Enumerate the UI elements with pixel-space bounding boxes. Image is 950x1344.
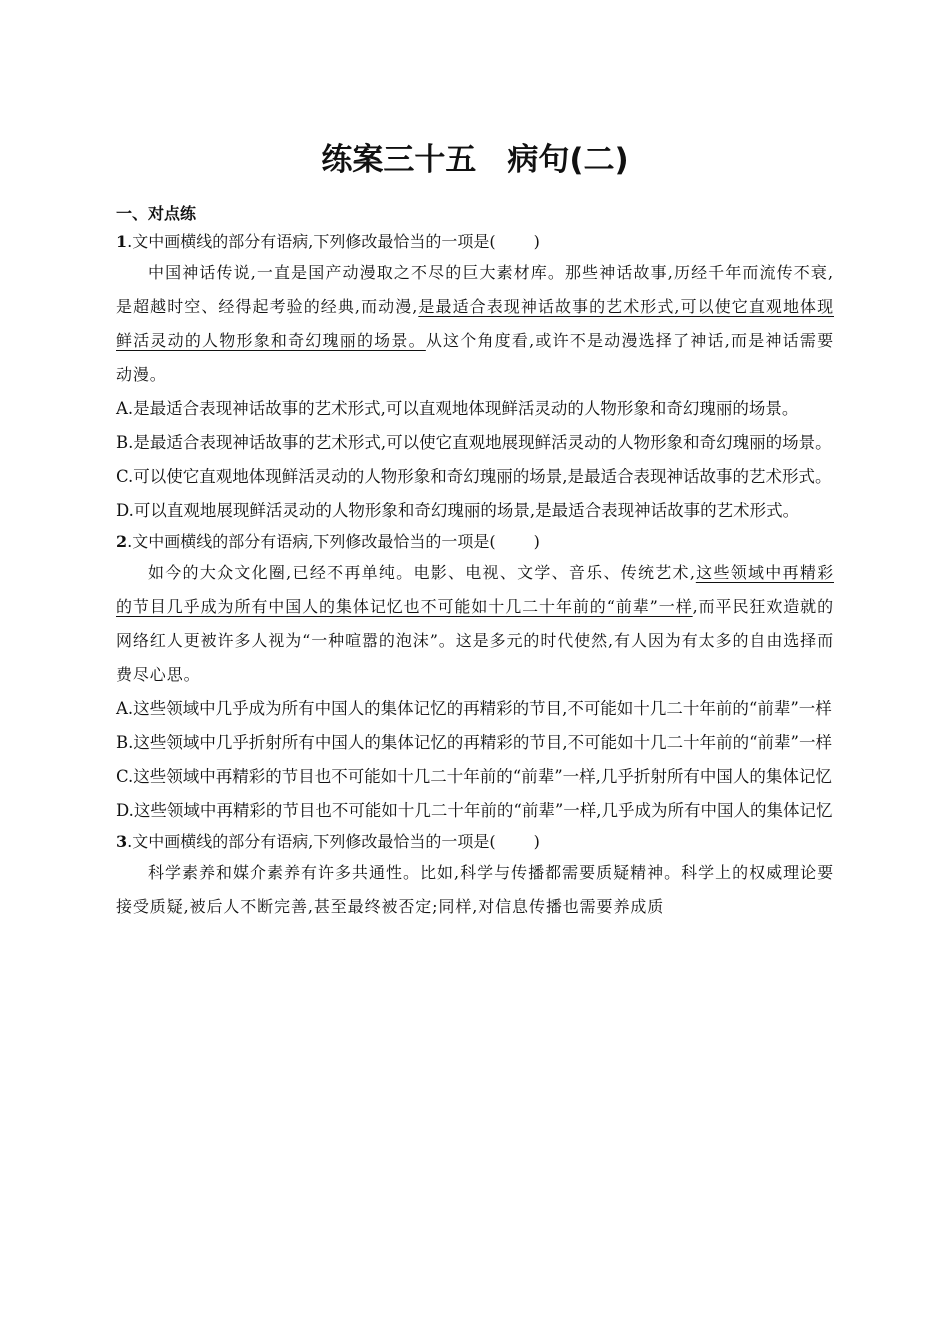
question-stem [116,828,834,856]
passage-text: ,而平民狂欢造就的网络红人更被许多人视为“一种喧嚣的泡沫”。这是多元的时代使然,有人因为有太多的自由选择而费尽心思。 [116,597,834,684]
passage-text: 从这个角度看,或许不是动漫选择了神话,而是神话需要动漫。 [116,331,834,384]
passage-text: 科学素养和媒介素养有许多共通性。比如,科学与传播都需要质疑精神。科学上的权威理论要接受质疑,被后人不断完善,甚至最终被否定;同样,对信息传播也需要养成质 [116,863,834,916]
section-heading: 一、对点练 [116,204,197,223]
passage-text: 如今的大众文化圈,已经不再单纯。电影、电视、文学、音乐、传统艺术, [148,563,696,582]
option-d[interactable]: D.这些领域中再精彩的节目也不可能如十几二十年前的“前辈”一样,几乎成为所有中国人的集体记忆 [116,801,833,820]
question-2 [116,528,834,828]
option-a[interactable]: A.这些领域中几乎成为所有中国人的集体记忆的再精彩的节目,不可能如十几二十年前的“前辈”一样 [116,699,832,718]
question-number: 3 [116,832,128,851]
option-b[interactable]: B.这些领域中几乎折射所有中国人的集体记忆的再精彩的节目,不可能如十几二十年前的“前辈”一样 [116,733,832,752]
question-3 [116,828,834,924]
underlined-text: 这些领域中再精彩的节目几乎成为所有中国人的集体记忆也不可能如十几二十年前的“前辈”一样 [116,563,834,616]
option-c[interactable]: C.这些领域中再精彩的节目也不可能如十几二十年前的“前辈”一样,几乎折射所有中国人的集体记忆 [116,767,832,786]
question-number: 1 [116,232,128,251]
underlined-text: 是最适合表现神话故事的艺术形式,可以使它直观地体现鲜活灵动的人物形象和奇幻瑰丽的场景。 [116,297,834,350]
question-stem [116,528,834,556]
question-1 [116,228,834,528]
question-prompt: .文中画横线的部分有语病,下列修改最恰当的一项是( [127,232,496,251]
option-a[interactable]: A.是最适合表现神话故事的艺术形式,可以直观地体现鲜活灵动的人物形象和奇幻瑰丽的场景。 [116,399,799,418]
option-c[interactable]: C.可以使它直观地体现鲜活灵动的人物形象和奇幻瑰丽的场景,是最适合表现神话故事的艺术形式。 [116,467,832,486]
passage-text: 中国神话传说,一直是国产动漫取之不尽的巨大素材库。那些神话故事,历经千年而流传不衰,是超越时空、经得起考验的经典,而动漫, [116,263,834,316]
question-stem [116,228,834,256]
option-d[interactable]: D.可以直观地展现鲜活灵动的人物形象和奇幻瑰丽的场景,是最适合表现神话故事的艺术形式。 [116,501,800,520]
option-b[interactable]: B.是最适合表现神话故事的艺术形式,可以使它直观地展现鲜活灵动的人物形象和奇幻瑰丽的场景。 [116,433,832,452]
question-prompt: .文中画横线的部分有语病,下列修改最恰当的一项是( [127,532,496,551]
passage [116,856,834,924]
question-paren-close: ) [533,232,540,251]
question-paren-close: ) [533,832,540,851]
passage [116,556,834,692]
page-title: 练案三十五 病句(二) [321,142,629,178]
passage [116,256,834,392]
question-paren-close: ) [533,532,540,551]
question-number: 2 [116,532,128,551]
question-prompt: .文中画横线的部分有语病,下列修改最恰当的一项是( [127,832,496,851]
